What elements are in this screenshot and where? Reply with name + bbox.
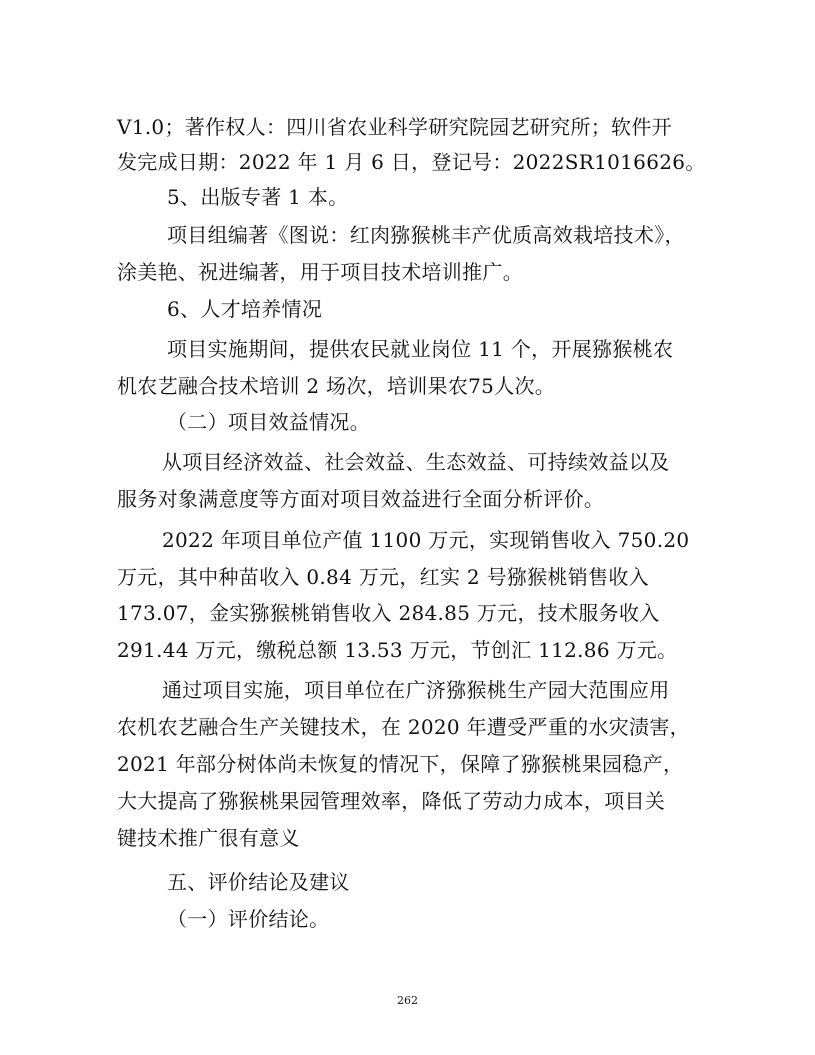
section-heading: 6、人才培养情况 <box>167 297 323 321</box>
text-line: 服务对象满意度等方面对项目效益进行全面分析评价。 <box>117 487 605 511</box>
text-line: V1.0；著作权人：四川省农业科学研究院园艺研究所；软件开 <box>117 115 672 139</box>
section-heading: 五、评价结论及建议 <box>167 870 350 894</box>
text-line: 通过项目实施，项目单位在广济猕猴桃生产园大范围应用 <box>162 678 670 702</box>
text-line: 万元，其中种苗收入 0.84 万元，红实 2 号猕猴桃销售收入 <box>117 565 649 589</box>
text-line: 2021 年部分树体尚未恢复的情况下，保障了猕猴桃果园稳产， <box>117 752 684 776</box>
text-line: 大大提高了猕猴桃果园管理效率，降低了劳动力成本，项目关 <box>117 789 666 813</box>
section-heading: （二）项目效益情况。 <box>167 410 370 434</box>
text-line: 机农艺融合技术培训 2 场次，培训果农75人次。 <box>117 374 556 398</box>
text-line: 173.07，金实猕猴桃销售收入 284.85 万元，技术服务收入 <box>117 601 660 625</box>
section-heading: 5、出版专著 1 本。 <box>167 185 349 209</box>
text-line: 项目组编著《图说：红肉猕猴桃丰产优质高效栽培技术》， <box>167 223 685 247</box>
text-line: 2022 年项目单位产值 1100 万元，实现销售收入 750.20 <box>162 528 690 552</box>
text-line: 项目实施期间，提供农民就业岗位 11 个，开展猕猴桃农 <box>167 337 674 361</box>
text-line: 涂美艳、祝进编著，用于项目技术培训推广。 <box>117 260 523 284</box>
page-number: 262 <box>397 994 418 1007</box>
section-heading: （一）评价结论。 <box>167 907 330 931</box>
text-line: 发完成日期：2022 年 1 月 6 日，登记号：2022SR1016626。 <box>117 150 706 174</box>
text-line: 291.44 万元，缴税总额 13.53 万元，节创汇 112.86 万元。 <box>117 638 678 662</box>
text-line: 键技术推广很有意义 <box>117 826 300 850</box>
text-line: 农机农艺融合生产关键技术，在 2020 年遭受严重的水灾渍害， <box>117 715 690 739</box>
text-line: 从项目经济效益、社会效益、生态效益、可持续效益以及 <box>162 450 670 474</box>
